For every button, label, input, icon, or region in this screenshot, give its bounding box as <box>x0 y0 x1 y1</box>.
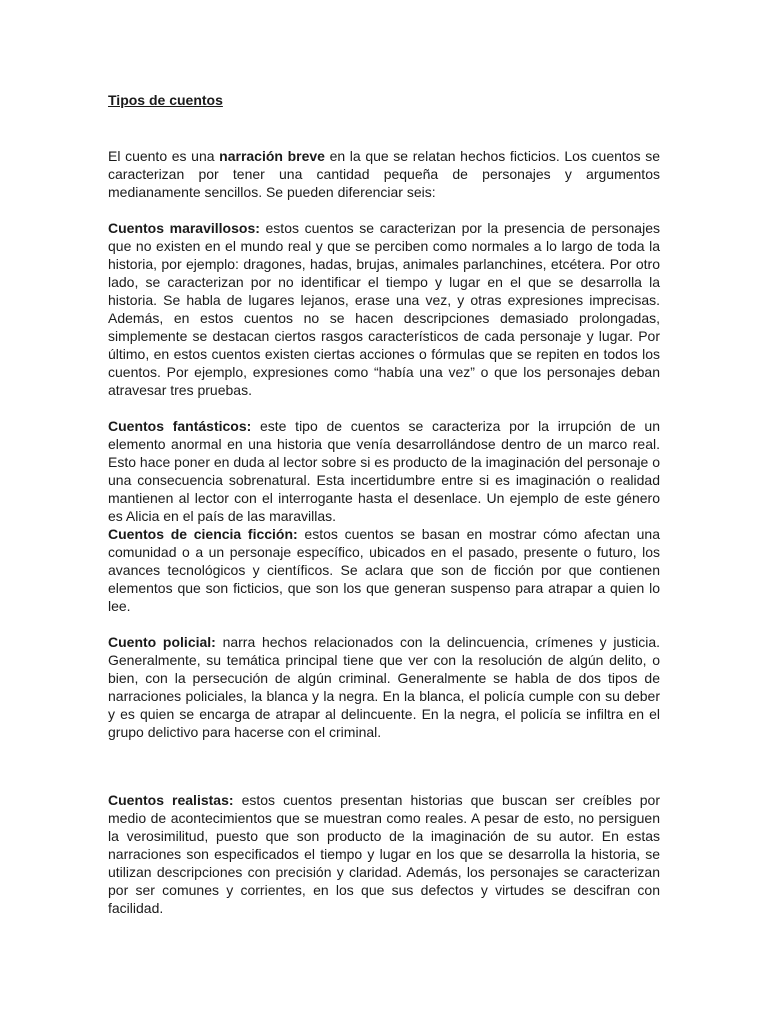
page-title: Tipos de cuentos <box>108 92 223 108</box>
section-heading: Cuentos maravillosos: <box>108 220 260 236</box>
section-maravillosos <box>108 219 660 399</box>
section-realistas <box>108 791 660 917</box>
section-heading: Cuentos de ciencia ficción: <box>108 526 298 542</box>
section-text: estos cuentos presentan historias que buscan ser creíbles por medio de acontecimientos que se muestran como reales. A pesar de esto, no persiguen la verosimilitud, puesto que son producto de la imaginación de su autor. En estas narraciones son especificados el tiempo y lugar en los que se desarrolla la historia, se utilizan descripciones con precisión y claridad. Además, los personajes se caracterizan por ser comunes y corrientes, en los que sus defectos y virtudes se descifran con facilidad. <box>108 792 661 916</box>
section-text: estos cuentos se basan en mostrar cómo afectan una comunidad o a un personaje específico, ubicados en el pasado, presente o futuro, los avances tecnológicos y científicos. Se aclara que son de ficción por que contienen elementos que son ficticios, que son los que generan suspenso para atrapar a quien lo lee. <box>108 526 660 614</box>
section-text: este tipo de cuentos se caracteriza por la irrupción de un elemento anormal en una historia que venía desarrollándose dentro de un marco real. Esto hace poner en duda al lector sobre si es producto de la imaginación del personaje o una consecuencia sobrenatural. Esta incertidumbre entre si es imaginación o realidad mantienen al lector con el interrogante hasta el desenlace. Un ejemplo de este género es Alicia en el país de las maravillas. <box>108 418 660 524</box>
section-text: estos cuentos se caracterizan por la presencia de personajes que no existen en el mundo real y que se perciben como normales a lo largo de toda la historia, por ejemplo: dragones, hadas, brujas, animales parlanchines, etcétera. Por otro lado, se caracterizan por no identificar el tiempo y lugar en el que se desarrolla la historia. Se habla de lugares lejanos, erase una vez, y otras expresiones imprecisas. Además, en estos cuentos no se hacen descripciones demasiado prolongadas, simplemente se destacan ciertos rasgos característicos de cada personaje y lugar. Por último, en estos cuentos existen ciertas acciones o fórmulas que se repiten en todos los cuentos. Por ejemplo, expresiones como “había una vez” o que los personajes deban atravesar tres pruebas. <box>108 220 660 398</box>
intro-bold: narración breve <box>219 148 325 164</box>
intro-before: El cuento es una <box>108 148 220 164</box>
intro-paragraph <box>108 147 660 201</box>
section-heading: Cuentos realistas: <box>108 792 234 808</box>
section-heading: Cuentos fantásticos: <box>108 418 252 434</box>
section-fantasticos <box>108 417 660 525</box>
section-heading: Cuento policial: <box>108 634 216 650</box>
section-policial <box>108 633 660 741</box>
intro-after: en la que se relatan hechos ficticios. Los cuentos se caracterizan por tener una cantidad pequeña de personajes y argumentos medianamente sencillos. Se pueden diferenciar seis: <box>108 148 660 200</box>
section-ciencia-ficcion <box>108 525 660 615</box>
section-text: narra hechos relacionados con la delincuencia, crímenes y justicia. Generalmente, su temática principal tiene que ver con la resolución de algún delito, o bien, con la persecución de algún criminal. Generalmente se habla de dos tipos de narraciones policiales, la blanca y la negra. En la blanca, el policía cumple con su deber y es quien se encarga de atrapar al delincuente. En la negra, el policía se infiltra en el grupo delictivo para hacerse con el criminal. <box>108 634 661 740</box>
empty-paragraph-spacer <box>108 741 660 773</box>
